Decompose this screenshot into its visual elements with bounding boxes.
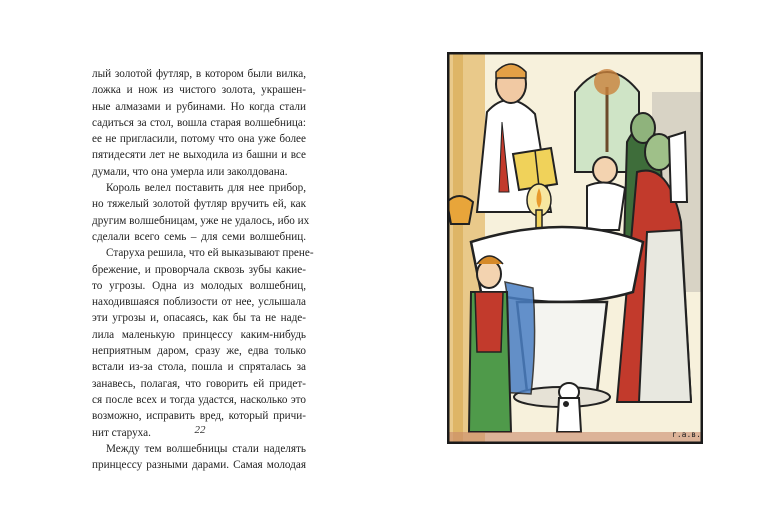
text-line: встали из-за стола, пошла и спряталась за: [92, 361, 306, 374]
text-line: пятидесяти лет не выходила из башни и все: [92, 149, 306, 162]
text-line: нит старуха.: [92, 426, 151, 439]
text-line: ее не пригласили, потому что она уже более: [92, 133, 306, 146]
text-line: Между тем волшебницы стали наделять: [106, 442, 306, 455]
text-line: садиться за стол, вошла старая волшебница:: [92, 116, 306, 129]
text-line: Король велел поставить для нее прибор,: [106, 182, 306, 195]
page-number: 22: [194, 424, 206, 436]
text-line: другим волшебницам, уже не удалось, ибо их: [92, 214, 310, 227]
text-line: ложка и нож из чистого золота, украшен-: [92, 84, 306, 97]
text-line: неприятным даром, сразу же, едва только: [92, 345, 306, 358]
text-line: ся после всех и тогда удастся, насколько это: [92, 393, 306, 406]
text-line: находившаяся поблизости от нее, услышала: [92, 296, 306, 309]
text-line: думали, что она умерла или заколдована.: [92, 165, 288, 178]
text-line: лый золотой футляр, в котором были вилка,: [92, 68, 306, 80]
text-line: но тяжелый золотой футляр вручить ей, как: [92, 198, 306, 211]
christening-illustration: [447, 52, 703, 444]
text-line: то угрозы. Одна из молодых волшебниц,: [92, 279, 306, 292]
text-line: возможно, исправить вред, который причи-: [92, 410, 306, 423]
text-line: ные алмазами и рубинами. Но когда стали: [92, 100, 306, 113]
text-line: лила маленькую принцессу каким-нибудь: [92, 328, 306, 341]
text-line: брежение, и проворчала сквозь зубы какие-: [92, 263, 306, 276]
text-line: занавесь, полагая, что говорить ей придет-: [92, 377, 306, 390]
illustrator-signature: г.а.в.: [672, 430, 701, 439]
text-line: принцессу разными дарами. Самая молодая: [92, 459, 306, 472]
body-text: [92, 66, 314, 473]
text-line: эти угрозы и, опасаясь, как бы та не наде-: [92, 312, 306, 325]
text-line: Старуха решила, что ей выказывают прене-: [106, 247, 314, 260]
text-line: сделали всего семь – для семи волшебниц.: [92, 230, 306, 243]
